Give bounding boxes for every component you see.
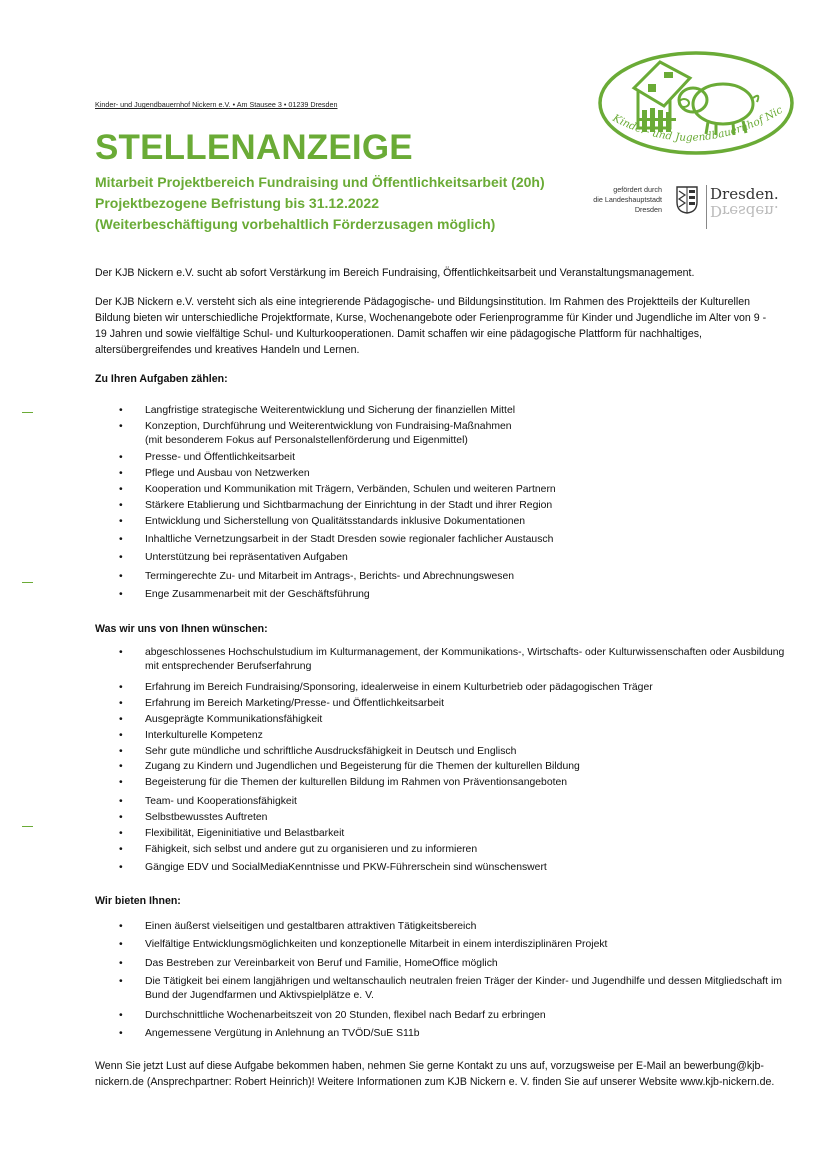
funding-line: Dresden — [634, 205, 662, 214]
margin-mark — [22, 412, 33, 413]
dresden-coat-of-arms-icon — [676, 186, 698, 219]
divider — [706, 185, 707, 229]
list-item: • Inhaltliche Vernetzungsarbeit in der Stadt Dresden sowie regionaler fachlicher Austausch — [95, 533, 785, 547]
list-item: • Unterstützung bei repräsentativen Aufgaben — [95, 551, 785, 565]
list-item: • Das Bestreben zur Vereinbarkeit von Beruf und Familie, HomeOffice möglich — [95, 957, 785, 971]
closing-paragraph: Wenn Sie jetzt Lust auf diese Aufgabe bekommen haben, nehmen Sie gerne Kontakt zu uns auf, vorzugsweise per E-Mail an bewerbung@kjb-nickern.de (Ansprechpartner: Robert Heinrich)! Weitere Informationen zum KJB Nickern e. V. finden Sie auf unserer Website www.kjb-nickern.de. — [95, 1060, 775, 1088]
section-heading: Zu Ihren Aufgaben zählen: — [95, 373, 228, 385]
list-item: • Erfahrung im Bereich Marketing/Presse- und Öffentlichkeitsarbeit — [95, 697, 785, 711]
list-item: • Einen äußerst vielseitigen und gestaltbaren attraktiven Tätigkeitsbereich — [95, 920, 785, 934]
subtitle-line: Mitarbeit Projektbereich Fundraising und Öffentlichkeitsarbeit (20h) — [95, 174, 545, 190]
list-item: • Presse- und Öffentlichkeitsarbeit — [95, 451, 785, 465]
section-heading: Wir bieten Ihnen: — [95, 895, 181, 907]
list-item: • Fähigkeit, sich selbst und andere gut zu organisieren und zu informieren — [95, 843, 785, 857]
funding-text — [593, 185, 662, 215]
list-item: • Interkulturelle Kompetenz — [95, 729, 785, 743]
list-item: • Erfahrung im Bereich Fundraising/Sponsoring, idealerweise in einem Kulturbetrieb oder pädagogischen Träger — [95, 681, 785, 695]
margin-mark — [22, 826, 33, 827]
intro-paragraph: Der KJB Nickern e.V. versteht sich als eine integrierende Pädagogische- und Bildungsinstitution. Im Rahmen des Projektteils der Kulturellen Bildung bieten wir unterschiedliche Projektformate, Kurse, Wochenangebote oder Ferienprogramme für Kinder und Jugendliche im Alter von 9 - 19 Jahren und sowie vielfältige Schul- und Kulturkooperationen. Damit schaffen wir eine pädagogische Plattform für nachhaltiges, altersübergreifendes und kreatives Handeln und Lernen. — [95, 296, 767, 356]
list-item: • Zugang zu Kindern und Jugendlichen und Begeisterung für die Themen der kulturellen Bildung — [95, 760, 785, 774]
subtitle-line: (Weiterbeschäftigung vorbehaltlich Förderzusagen möglich) — [95, 216, 496, 232]
list-item: • Angemessene Vergütung in Anlehnung an TVÖD/SuE S11b — [95, 1027, 785, 1041]
list-item: • Durchschnittliche Wochenarbeitszeit von 20 Stunden, flexibel nach Bedarf zu erbringen — [95, 1009, 785, 1023]
funding-line: die Landeshauptstadt — [593, 195, 662, 204]
list-item: • Flexibilität, Eigeninitiative und Belastbarkeit — [95, 827, 785, 841]
list-item: • Enge Zusammenarbeit mit der Geschäftsführung — [95, 588, 785, 602]
kjb-nickern-logo — [598, 48, 798, 160]
list-item: • abgeschlossenes Hochschulstudium im Kulturmanagement, der Kommunikations-, Wirtschafts- oder Kulturwissenschaften oder Ausbildung mit entsprechender Berufserfahrung — [95, 646, 785, 674]
page-title: STELLENANZEIGE — [95, 128, 413, 167]
list-item: • Vielfältige Entwicklungsmöglichkeiten und konzeptionelle Mitarbeit in einem interdisziplinären Projekt — [95, 938, 785, 952]
margin-mark — [22, 582, 33, 583]
list-item: • Die Tätigkeit bei einem langjährigen und weltanschaulich neutralen freien Träger der Kinder- und Jugendhilfe und dessen Mitgliedschaft im Bund der Jugendfarmen und Aktivspielplätze e. V. — [95, 975, 785, 1003]
sender-address: Kinder- und Jugendbauernhof Nickern e.V. • Am Stausee 3 • 01239 Dresden — [95, 100, 338, 109]
list-item: • Konzeption, Durchführung und Weiterentwicklung von Fundraising-Maßnahmen (mit besonderem Fokus auf Personalstellenförderung und Eigenmittel) — [95, 420, 785, 448]
intro-paragraph: Der KJB Nickern e.V. sucht ab sofort Verstärkung im Bereich Fundraising, Öffentlichkeitsarbeit und Veranstaltungsmanagement. — [95, 267, 695, 279]
list-item: • Gängige EDV und SocialMediaKenntnisse und PKW-Führerschein sind wünschenswert — [95, 861, 785, 875]
list-item: • Team- und Kooperationsfähigkeit — [95, 795, 785, 809]
funding-line: gefördert durch — [613, 185, 662, 194]
list-item: • Langfristige strategische Weiterentwicklung und Sicherung der finanziellen Mittel — [95, 404, 785, 418]
subtitle-line: Projektbezogene Befristung bis 31.12.2022 — [95, 195, 379, 211]
list-item: • Pflege und Ausbau von Netzwerken — [95, 467, 785, 481]
dresden-wordmark-reflection: Dresden. — [710, 202, 779, 220]
section-heading: Was wir uns von Ihnen wünschen: — [95, 623, 268, 635]
list-item: • Ausgeprägte Kommunikationsfähigkeit — [95, 713, 785, 727]
list-item: • Sehr gute mündliche und schriftliche Ausdrucksfähigkeit in Deutsch und Englisch — [95, 745, 785, 759]
list-item: • Termingerechte Zu- und Mitarbeit im Antrags-, Berichts- und Abrechnungswesen — [95, 570, 785, 584]
funding-block — [588, 185, 788, 233]
list-item: • Kooperation und Kommunikation mit Trägern, Verbänden, Schulen und weiteren Partnern — [95, 483, 785, 497]
dresden-wordmark: Dresden. — [710, 185, 779, 203]
list-item: • Entwicklung und Sicherstellung von Qualitätsstandards inklusive Dokumentationen — [95, 515, 785, 529]
list-item: • Begeisterung für die Themen der kulturellen Bildung im Rahmen von Präventionsangeboten — [95, 776, 785, 790]
list-item: • Selbstbewusstes Auftreten — [95, 811, 785, 825]
logo-text: Kinder- und Jugendbauernhof Nic — [610, 103, 785, 144]
list-item: • Stärkere Etablierung und Sichtbarmachung der Einrichtung in der Stadt und ihrer Region — [95, 499, 785, 513]
